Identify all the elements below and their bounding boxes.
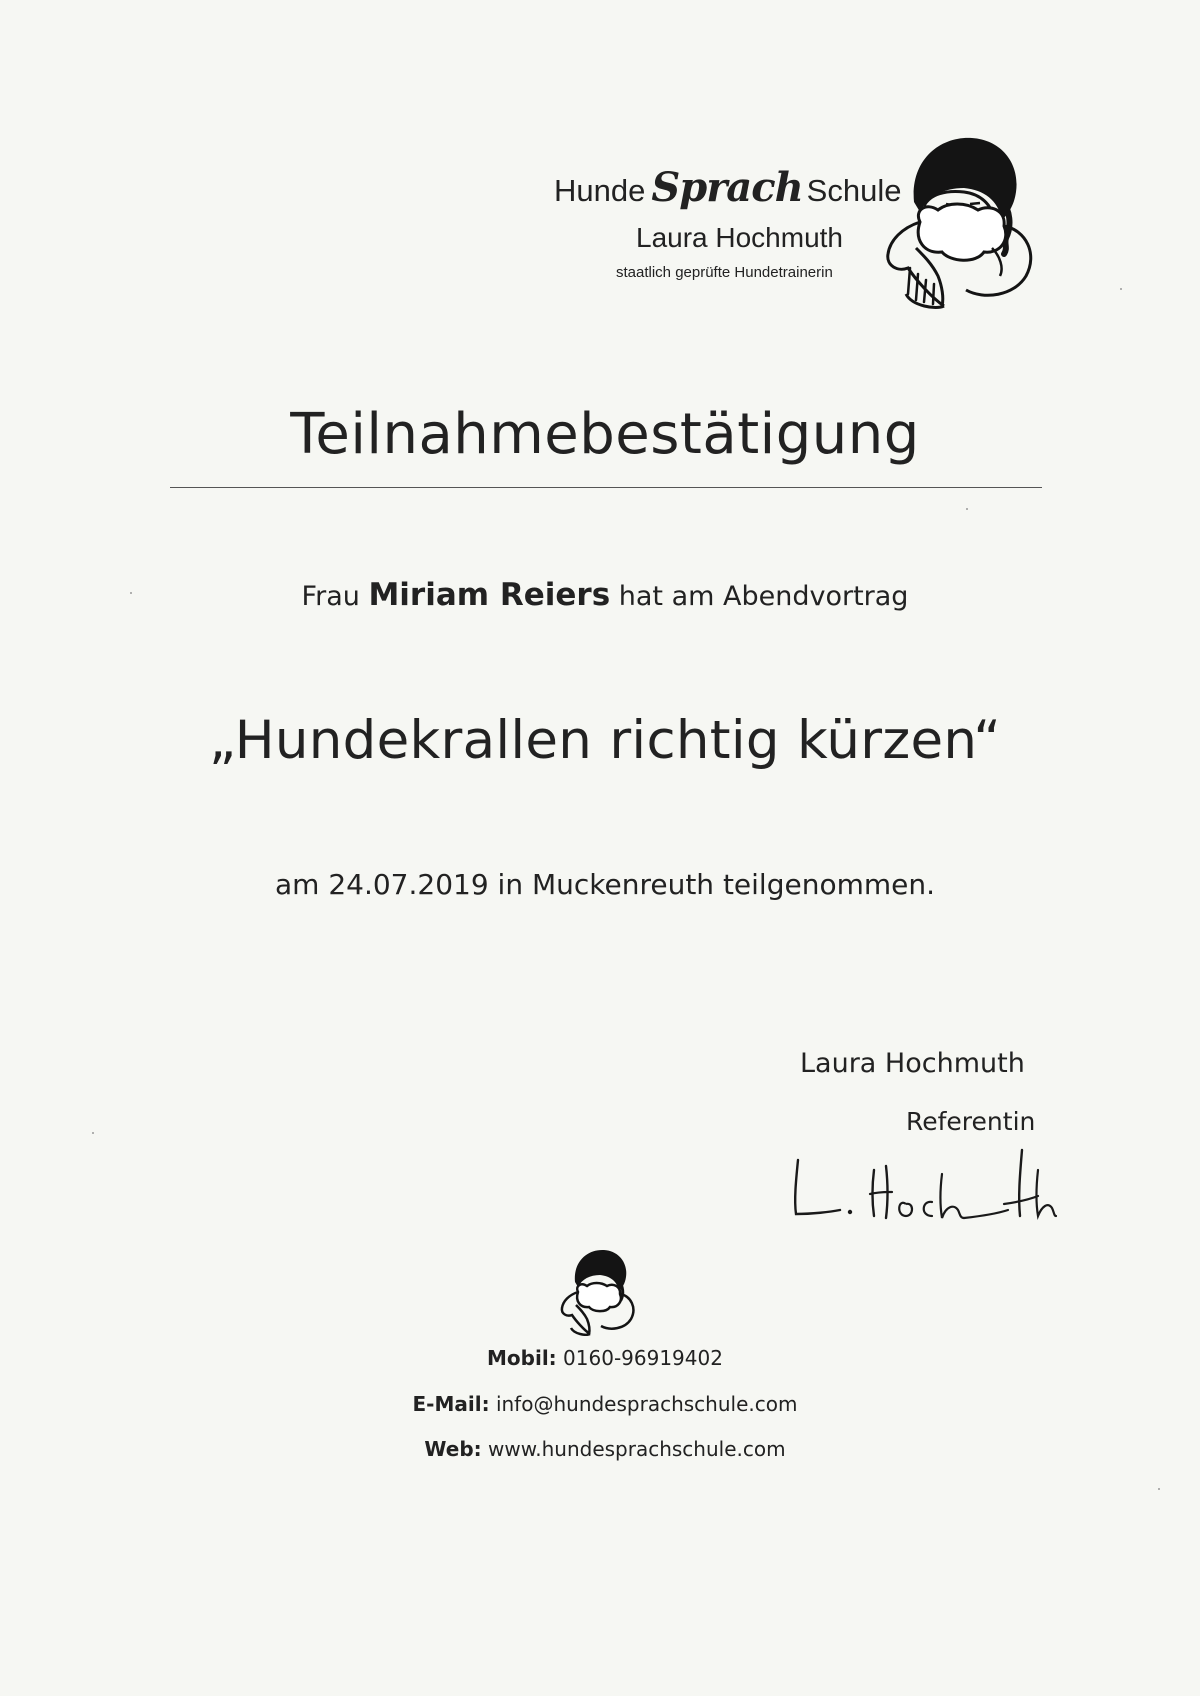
page-title: Teilnahmebestätigung: [290, 402, 920, 467]
scan-speck: [92, 1132, 94, 1134]
brand-name-part3: Schule: [806, 173, 902, 208]
scan-speck: [1120, 288, 1122, 290]
intro-prefix: Frau: [301, 581, 360, 612]
contact-web: [0, 1437, 1200, 1461]
email-value: info@hundesprachschule.com: [495, 1392, 798, 1416]
mobile-label: Mobil:: [487, 1346, 557, 1370]
letterhead: [540, 130, 1060, 330]
brand-name: [554, 164, 901, 211]
brand-name-part1: Hunde: [554, 173, 646, 208]
participant-name: Miriam Reiers: [368, 577, 611, 613]
contact-mobile: [0, 1346, 1200, 1370]
signer-role: Referentin: [906, 1107, 1036, 1136]
title-divider: [170, 487, 1042, 488]
handwritten-signature: [782, 1130, 1082, 1230]
email-label: E-Mail:: [412, 1392, 490, 1416]
signer-name: Laura Hochmuth: [800, 1048, 1025, 1079]
mobile-value: 0160-96919402: [563, 1346, 723, 1370]
woman-hugging-dog-icon: [558, 1246, 638, 1336]
brand-tagline: staatlich geprüfte Hundetrainerin: [616, 264, 833, 281]
intro-line: [0, 577, 1200, 613]
woman-hugging-dog-icon: [880, 130, 1040, 310]
brand-name-part2: Sprach: [651, 164, 803, 211]
scan-speck: [1158, 1488, 1160, 1490]
web-label: Web:: [424, 1437, 482, 1461]
scan-speck: [966, 508, 968, 510]
scan-speck: [130, 592, 132, 594]
date-location-line: am 24.07.2019 in Muckenreuth teilgenommen.: [274, 868, 936, 901]
web-value: www.hundesprachschule.com: [488, 1437, 786, 1461]
lecture-title: „Hundekrallen richtig kürzen“: [208, 710, 1002, 771]
intro-suffix: hat am Abendvortrag: [618, 581, 909, 612]
contact-email: [0, 1392, 1200, 1416]
brand-owner: Laura Hochmuth: [636, 222, 844, 253]
